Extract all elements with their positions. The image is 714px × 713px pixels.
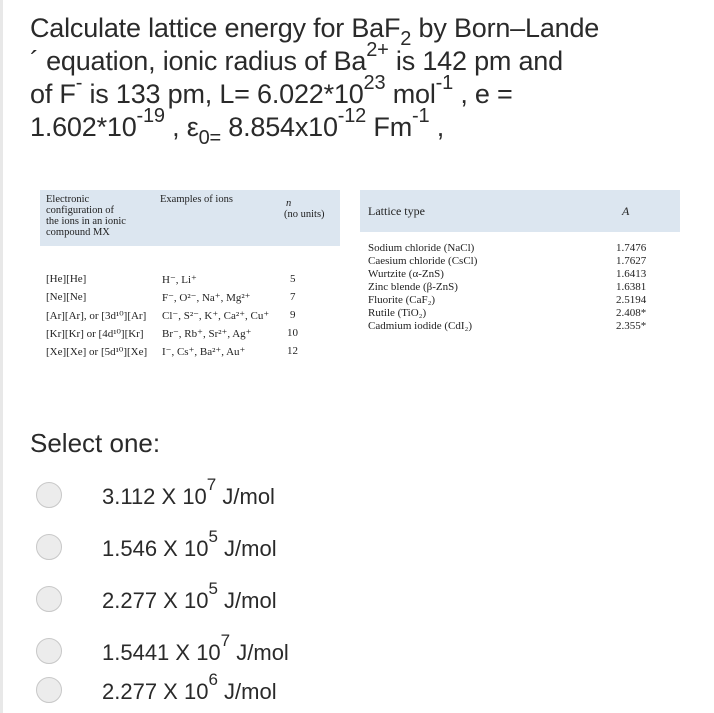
table-row — [360, 242, 680, 255]
question-line4-sup-minus1: -1 — [412, 105, 430, 127]
cell-lattice-type: Wurtzite (α-ZnS) — [368, 268, 444, 280]
question-line-1 — [30, 12, 700, 50]
table-row — [360, 255, 680, 268]
option-label[interactable] — [102, 579, 277, 614]
option-exponent: 5 — [208, 579, 218, 598]
table-row — [360, 281, 680, 294]
question-line2-text: ´ equation, ionic radius of Ba — [30, 46, 367, 76]
question-line4-unit: Fm — [366, 112, 412, 142]
table-row — [360, 307, 680, 320]
cell-lattice-type: Caesium chloride (CsCl) — [368, 255, 478, 267]
question-line3-text: of F — [30, 79, 76, 109]
radio-button[interactable] — [36, 586, 62, 612]
cell-madelung-a: 2.5194 — [616, 294, 647, 306]
option-mantissa: 3.112 X 10 — [102, 484, 207, 509]
madelung-table-spacer — [360, 232, 680, 242]
question-line4-sub-0: 0= — [198, 127, 221, 149]
question-line4-epsilon: , ε — [164, 112, 199, 142]
option-mantissa: 2.277 X 10 — [102, 679, 209, 704]
option-label[interactable] — [102, 527, 277, 562]
option-mantissa: 2.277 X 10 — [102, 588, 209, 613]
cell-madelung-a: 1.6381 — [616, 281, 647, 293]
option-exponent: 5 — [208, 527, 218, 546]
answer-option-5[interactable] — [36, 663, 536, 713]
table-row — [360, 320, 680, 333]
option-label[interactable] — [102, 475, 275, 510]
answer-option-1[interactable] — [36, 468, 536, 518]
select-one-label: Select one: — [30, 428, 161, 458]
cell-lattice-type: Cadmium iodide (CdI₂) — [368, 320, 473, 332]
cell-n: 9 — [290, 309, 296, 321]
radio-button[interactable] — [36, 677, 62, 703]
cell-config: [Ar][Ar], or [3d¹⁰][Ar] — [46, 310, 147, 322]
option-exponent: 7 — [206, 475, 217, 494]
cell-madelung-a: 2.408* — [616, 307, 647, 319]
option-exponent: 7 — [220, 631, 231, 650]
cell-config: [Xe][Xe] or [5d¹⁰][Xe] — [46, 346, 148, 358]
option-exponent: 6 — [208, 670, 218, 689]
cell-ions: H⁻, Li⁺ — [162, 274, 197, 286]
question-line4-value: 8.854x10 — [220, 112, 338, 142]
option-unit: J/mol — [217, 588, 277, 613]
answer-option-2[interactable] — [36, 520, 536, 570]
option-unit: J/mol — [217, 679, 277, 704]
table-row — [360, 268, 680, 281]
madelung-constant-table — [360, 190, 680, 333]
born-header-config-1: Electronic — [46, 194, 90, 205]
cell-ions: I⁻, Cs⁺, Ba²⁺, Au⁺ — [162, 346, 246, 358]
cell-madelung-a: 1.6413 — [616, 268, 647, 280]
radio-button[interactable] — [36, 534, 62, 560]
born-header-config-2: configuration of — [46, 205, 114, 216]
cell-ions: Br⁻, Rb⁺, Sr²⁺, Ag⁺ — [162, 328, 252, 340]
page-left-border — [0, 0, 3, 713]
question-line-4 — [30, 105, 700, 149]
cell-madelung-a: 1.7627 — [616, 255, 647, 267]
madelung-table-header — [360, 190, 680, 232]
cell-config: [Kr][Kr] or [4d¹⁰][Kr] — [46, 328, 144, 340]
option-mantissa: 1.546 X 10 — [102, 536, 209, 561]
table-row — [360, 294, 680, 307]
reference-tables-image — [40, 190, 680, 380]
answer-option-3[interactable] — [36, 572, 536, 622]
born-table-header — [40, 190, 340, 246]
cell-config: [Ne][Ne] — [46, 291, 87, 303]
cell-lattice-type: Zinc blende (β-ZnS) — [368, 281, 458, 293]
cell-lattice-type: Rutile (TiO₂) — [368, 307, 427, 319]
cell-ions: Cl⁻, S²⁻, K⁺, Ca²⁺, Cu⁺ — [162, 310, 270, 322]
cell-ions: F⁻, O²⁻, Na⁺, Mg²⁺ — [162, 292, 251, 304]
question-line4-tail: , — [429, 112, 444, 142]
question-text — [30, 12, 700, 149]
question-line1-tail: by Born–Lande — [411, 13, 600, 43]
question-line4-sup-12: -12 — [337, 105, 367, 127]
cell-n: 7 — [290, 291, 296, 303]
question-line4-text: 1.602*10 — [30, 112, 137, 142]
option-unit: J/mol — [230, 640, 289, 665]
madelung-header-lattice: Lattice type — [368, 204, 425, 218]
born-header-config-3: the ions in an ionic — [46, 216, 126, 227]
option-unit: J/mol — [217, 536, 277, 561]
madelung-header-a: A — [622, 204, 630, 218]
question-line3-mol: mol — [385, 79, 436, 109]
question-line3-sup-23: 23 — [363, 72, 386, 94]
question-line4-sup-19: -19 — [136, 105, 165, 127]
cell-madelung-a: 1.7476 — [616, 242, 647, 254]
question-line3-tail: , e = — [453, 79, 513, 109]
table-row — [40, 270, 340, 288]
question-line2-superscript: 2+ — [366, 39, 389, 61]
question-line3-sup-minus: - — [75, 72, 83, 94]
question-line1-text: Calculate lattice energy for BaF — [30, 13, 401, 43]
radio-button[interactable] — [36, 482, 62, 508]
cell-n: 5 — [290, 273, 296, 285]
option-unit: J/mol — [216, 484, 275, 509]
question-line2-tail: is 142 pm and — [388, 46, 563, 76]
cell-lattice-type: Fluorite (CaF₂) — [368, 294, 436, 306]
question-line3-sup-minus1: -1 — [435, 72, 454, 94]
option-label[interactable] — [102, 670, 277, 705]
cell-madelung-a: 2.355* — [616, 320, 647, 332]
table-row — [40, 288, 340, 306]
born-table-spacer — [40, 246, 340, 270]
table-row — [40, 306, 340, 324]
cell-n: 10 — [287, 327, 298, 339]
table-row — [40, 342, 340, 360]
radio-button[interactable] — [36, 638, 62, 664]
born-header-config-4: compound MX — [46, 227, 110, 238]
born-header-n: n — [286, 198, 292, 209]
cell-n: 12 — [287, 345, 298, 357]
born-exponent-table — [40, 190, 340, 360]
question-line1-subscript: 2 — [400, 28, 412, 50]
born-header-units: (no units) — [284, 209, 325, 220]
table-row — [40, 324, 340, 342]
born-header-examples: Examples of ions — [160, 194, 233, 205]
option-mantissa: 1.5441 X 10 — [102, 640, 221, 665]
question-line3-mid: is 133 pm, L= 6.022*10 — [82, 79, 364, 109]
cell-lattice-type: Sodium chloride (NaCl) — [368, 242, 475, 254]
cell-config: [He][He] — [46, 273, 87, 285]
